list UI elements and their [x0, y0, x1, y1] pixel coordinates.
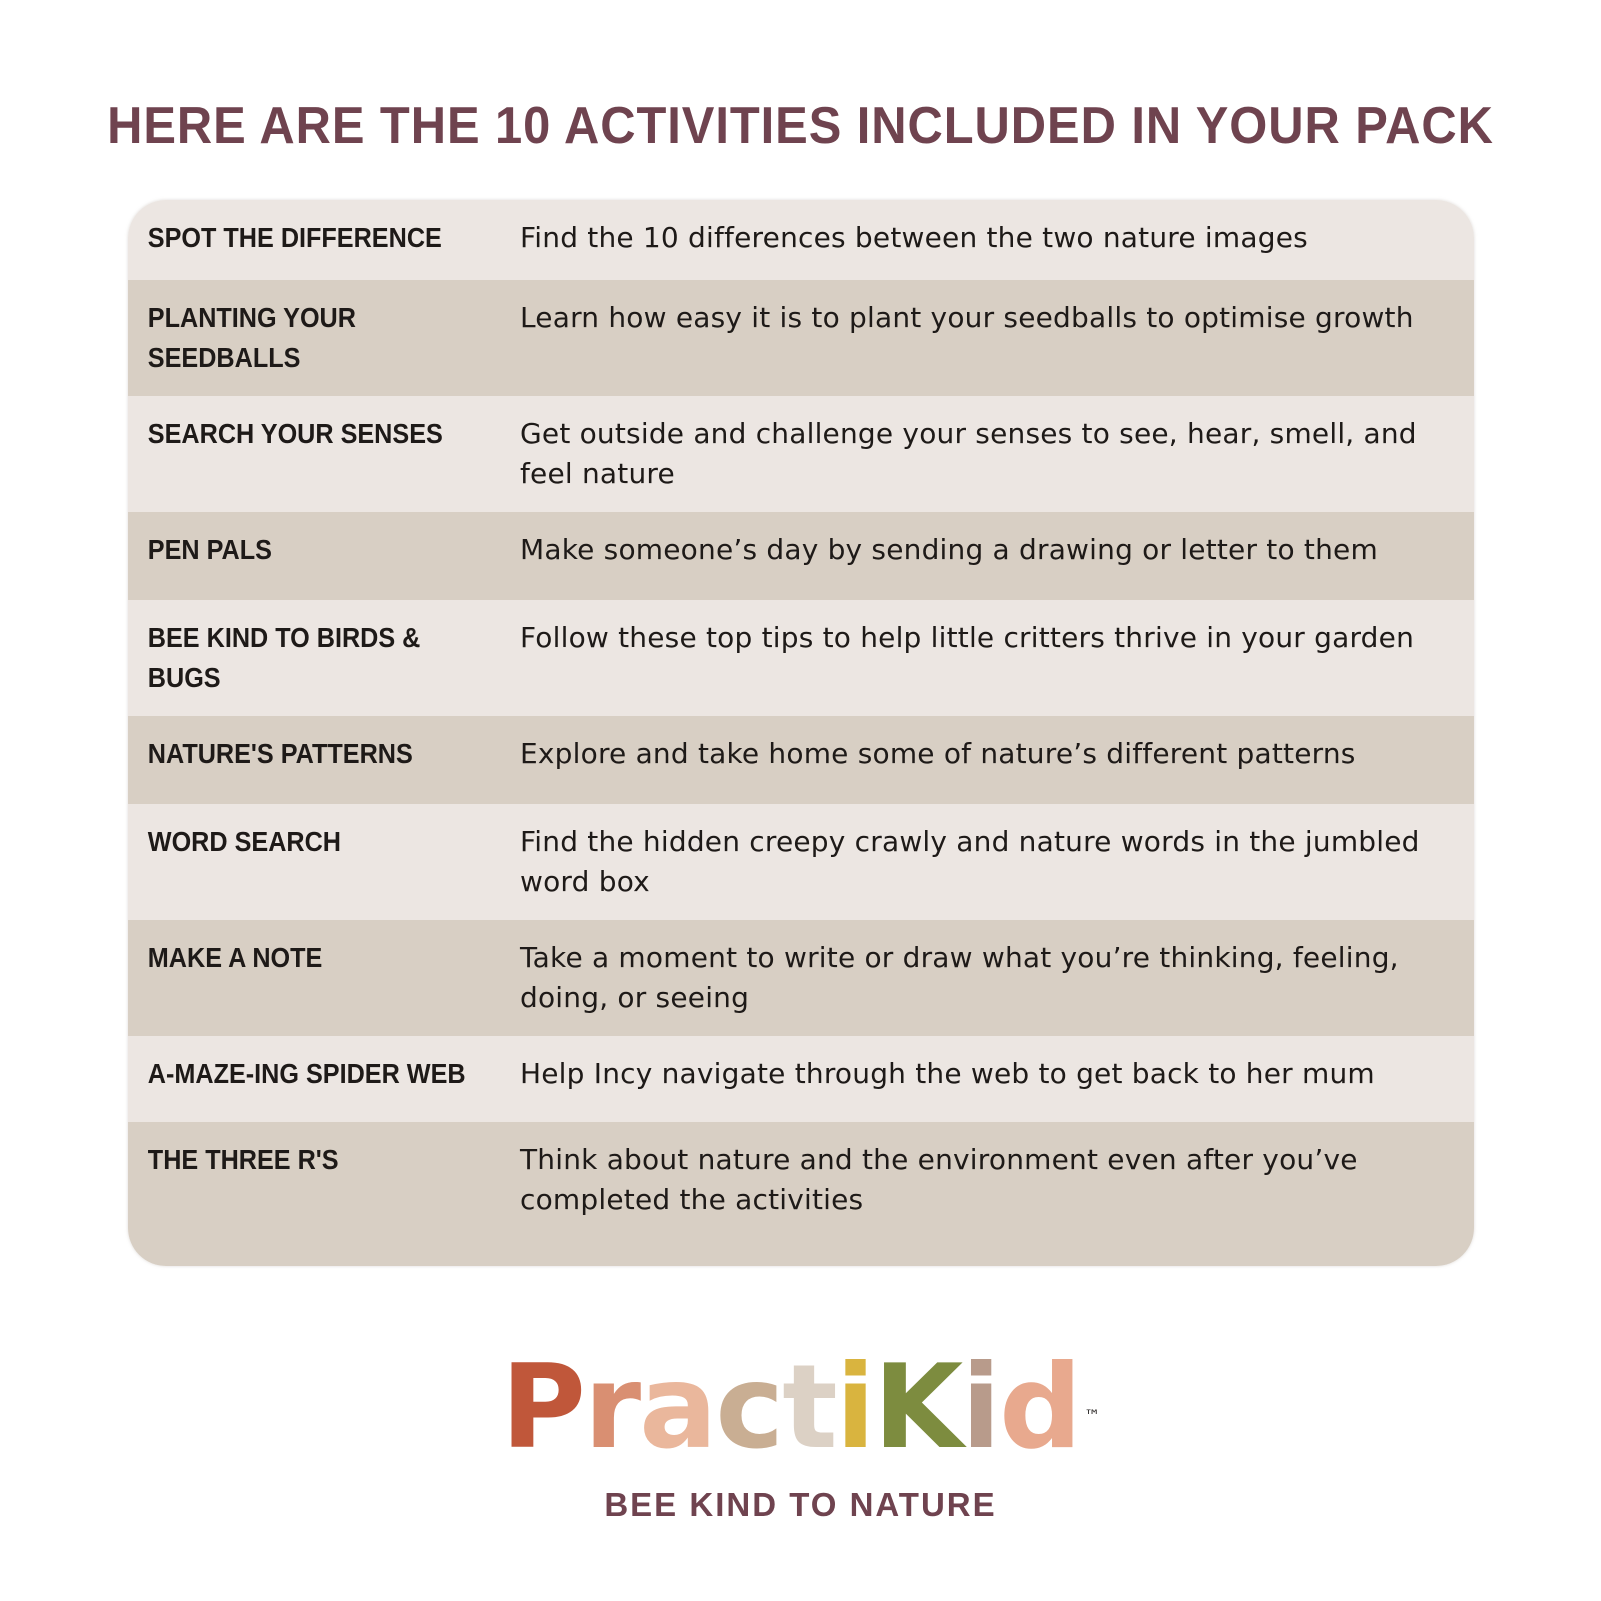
activity-row [128, 1036, 1474, 1122]
activity-row [128, 200, 1474, 280]
activity-name: PEN PALS [147, 534, 272, 565]
logo-letter: c [715, 1340, 783, 1475]
activity-row [128, 920, 1474, 1036]
activity-description: Find the 10 differences between the two nature images [520, 221, 1308, 254]
activity-description: Think about nature and the environment even after you’ve completed the activities [520, 1143, 1358, 1216]
logo-letter: t [782, 1340, 836, 1475]
activity-row [128, 280, 1474, 396]
activity-name: PLANTING YOUR SEEDBALLS [147, 302, 356, 373]
activity-description: Find the hidden creepy crawly and nature words in the jumbled word box [520, 825, 1420, 898]
logo-letter: K [873, 1340, 962, 1475]
tagline: BEE KIND TO NATURE [604, 1486, 997, 1523]
activity-name: MAKE A NOTE [147, 942, 323, 973]
activity-name: NATURE'S PATTERNS [147, 738, 413, 769]
activity-name: BEE KIND TO BIRDS & BUGS [147, 622, 421, 693]
logo-letter: i [961, 1340, 1000, 1475]
activities-table [128, 200, 1474, 1266]
logo-letter: r [583, 1340, 640, 1475]
activity-description: Make someone’s day by sending a drawing or letter to them [520, 533, 1378, 566]
activity-name: SPOT THE DIFFERENCE [147, 222, 442, 253]
activity-description: Help Incy navigate through the web to get back to her mum [520, 1057, 1375, 1090]
page-title: HERE ARE THE 10 ACTIVITIES INCLUDED IN YOUR PACK [107, 97, 1494, 155]
practikid-logo [0, 1340, 1601, 1475]
activity-row [128, 804, 1474, 920]
activity-description: Follow these top tips to help little critters thrive in your garden [520, 621, 1415, 654]
activity-row [128, 512, 1474, 600]
activity-name: WORD SEARCH [147, 826, 342, 857]
logo-letter: d [999, 1340, 1081, 1475]
activity-description: Explore and take home some of nature’s different patterns [520, 737, 1356, 770]
logo-letter: a [639, 1340, 716, 1475]
logo-letter: P [500, 1340, 584, 1475]
trademark-symbol: ™ [1084, 1406, 1101, 1425]
activity-name: THE THREE R'S [147, 1144, 339, 1175]
activity-row [128, 716, 1474, 804]
logo-letter: i [835, 1340, 874, 1475]
activity-description: Take a moment to write or draw what you’re thinking, feeling, doing, or seeing [520, 941, 1399, 1014]
activity-name: SEARCH YOUR SENSES [147, 418, 443, 449]
activity-name: A-MAZE-ING SPIDER WEB [147, 1058, 466, 1089]
activity-row [128, 396, 1474, 512]
activity-description: Get outside and challenge your senses to see, hear, smell, and feel nature [520, 417, 1417, 490]
activity-row [128, 1122, 1474, 1266]
activity-description: Learn how easy it is to plant your seedballs to optimise growth [520, 301, 1414, 334]
activity-row [128, 600, 1474, 716]
